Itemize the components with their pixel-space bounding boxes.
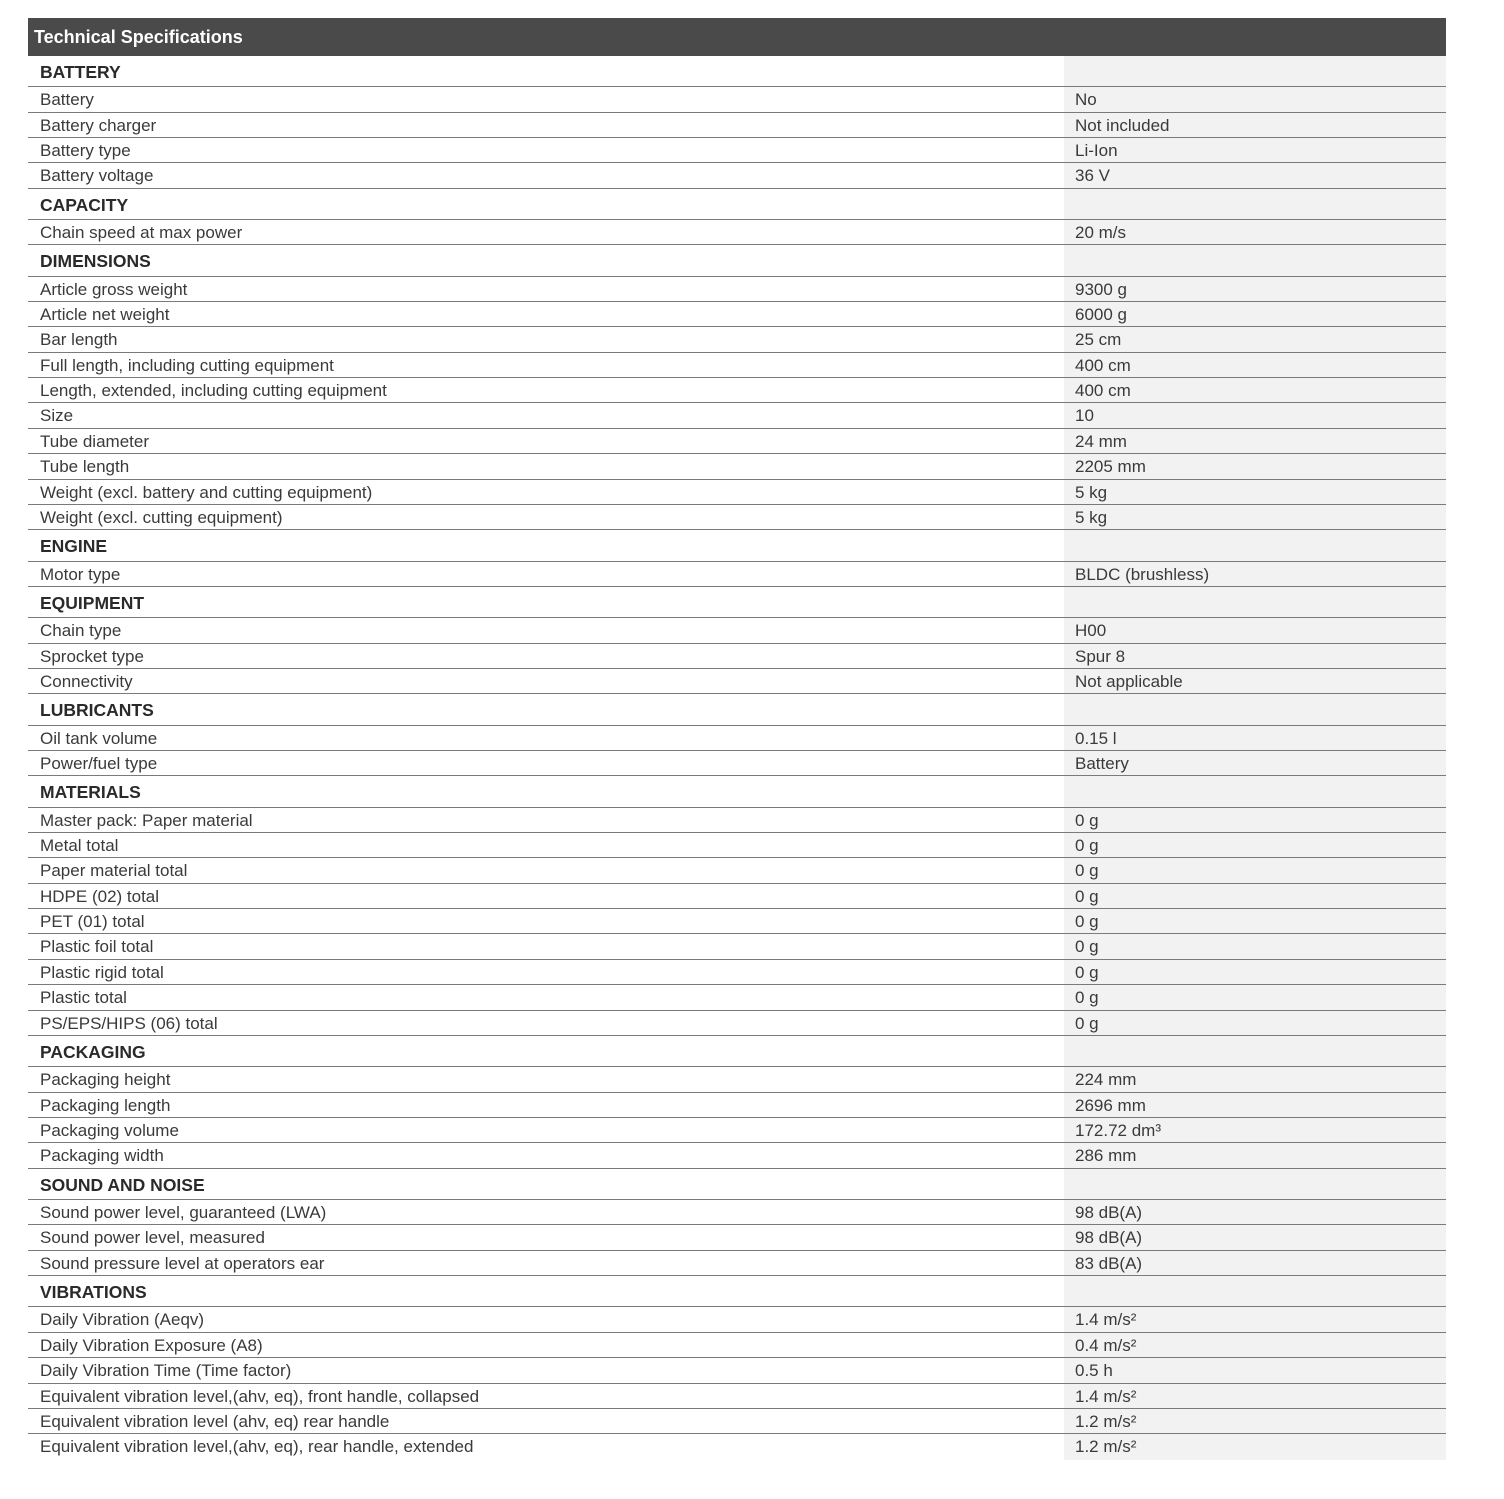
spec-row [28,1384,1446,1409]
spec-value: 172.72 dm³ [1064,1118,1446,1142]
section-header-engine [28,530,1446,561]
section-value-cell [1064,1036,1446,1066]
spec-label: Article gross weight [40,279,188,299]
spec-row [28,163,1446,188]
spec-row [28,220,1446,245]
spec-row [28,858,1446,883]
spec-label: Tube diameter [40,431,149,451]
spec-label: Connectivity [40,671,133,691]
spec-row [28,403,1446,428]
spec-label: Plastic rigid total [40,962,164,982]
section-title: BATTERY [40,62,121,82]
spec-label: Sound power level, measured [40,1228,265,1248]
spec-label: Motor type [40,564,121,584]
spec-label: Equivalent vibration level,(ahv, eq), front handle, collapsed [40,1386,480,1406]
spec-label: Weight (excl. cutting equipment) [40,508,283,528]
spec-row [28,1307,1446,1332]
spec-table [28,56,1446,1460]
spec-row [28,1011,1446,1036]
section-value-cell [1064,587,1446,617]
spec-label: Battery type [40,140,131,160]
spec-label: Tube length [40,457,130,477]
section-header-sound-and-noise [28,1169,1446,1200]
spec-label: Chain speed at max power [40,222,243,242]
spec-value: 0 g [1064,985,1446,1009]
spec-row [28,1333,1446,1358]
spec-label: Battery [40,90,94,110]
spec-value: 0 g [1064,858,1446,882]
spec-value: 1.2 m/s² [1064,1409,1446,1433]
spec-value: 0 g [1064,808,1446,832]
section-header-battery [28,56,1446,87]
spec-value: 83 dB(A) [1064,1251,1446,1275]
spec-label: Packaging volume [40,1121,179,1140]
spec-label: Chain type [40,621,122,641]
section-title: PACKAGING [40,1042,146,1063]
spec-row [28,1251,1446,1276]
spec-row [28,353,1446,378]
spec-value: 0 g [1064,960,1446,984]
spec-value: 0 g [1064,934,1446,958]
spec-label: Battery charger [40,115,157,135]
spec-value: 0 g [1064,1011,1446,1035]
spec-label: PET (01) total [40,912,145,932]
section-header-equipment [28,587,1446,618]
spec-label: Metal total [40,835,119,855]
spec-value: 10 [1064,403,1446,427]
spec-value: Li-Ion [1064,138,1446,162]
spec-value: 400 cm [1064,378,1446,402]
spec-label: Sprocket type [40,646,144,666]
section-value-cell [1064,776,1446,806]
spec-value: BLDC (brushless) [1064,562,1446,586]
spec-label: Oil tank volume [40,728,158,748]
spec-label: Packaging height [40,1070,171,1090]
spec-label: Bar length [40,330,118,350]
spec-label: Plastic foil total [40,937,154,957]
spec-sheet [28,18,1446,1460]
spec-value: 0 g [1064,884,1446,908]
spec-label: Plastic total [40,988,127,1008]
spec-row [28,669,1446,694]
spec-value: 2696 mm [1064,1093,1446,1117]
spec-value: 5 kg [1064,480,1446,504]
spec-value: Battery [1064,751,1446,775]
spec-row [28,1225,1446,1250]
section-title: SOUND AND NOISE [40,1174,205,1195]
spec-value: 1.2 m/s² [1064,1434,1446,1459]
spec-row [28,480,1446,505]
spec-value: 0.4 m/s² [1064,1333,1446,1357]
spec-row [28,1358,1446,1383]
spec-value: 20 m/s [1064,220,1446,244]
spec-row [28,1409,1446,1434]
spec-row [28,138,1446,163]
spec-value: 36 V [1064,163,1446,187]
section-header-vibrations [28,1276,1446,1307]
spec-label: Master pack: Paper material [40,810,253,830]
section-title: DIMENSIONS [40,251,151,272]
section-value-cell [1064,1276,1446,1306]
spec-value: 6000 g [1064,302,1446,326]
spec-label: Sound pressure level at operators ear [40,1253,325,1273]
spec-row [28,1093,1446,1118]
section-value-cell [1064,245,1446,275]
spec-value: 1.4 m/s² [1064,1384,1446,1408]
spec-row [28,1143,1446,1168]
spec-row [28,562,1446,587]
spec-label: Daily Vibration (Aeqv) [40,1310,205,1330]
spec-row [28,985,1446,1010]
spec-value: 286 mm [1064,1143,1446,1167]
spec-label: Packaging width [40,1146,164,1166]
section-title: LUBRICANTS [40,700,154,721]
spec-row [28,726,1446,751]
spec-label: Weight (excl. battery and cutting equipment) [40,482,373,502]
spec-row [28,505,1446,530]
spec-row [28,1118,1446,1143]
section-title: VIBRATIONS [40,1282,147,1303]
spec-row [28,327,1446,352]
section-header-lubricants [28,694,1446,725]
spec-label: Length, extended, including cutting equipment [40,381,387,401]
spec-value: 98 dB(A) [1064,1200,1446,1224]
spec-value: 2205 mm [1064,454,1446,478]
section-value-cell [1064,694,1446,724]
spec-value: 224 mm [1064,1067,1446,1091]
spec-value: 25 cm [1064,327,1446,351]
spec-label: Equivalent vibration level,(ahv, eq), rear handle, extended [40,1437,474,1457]
spec-value: 24 mm [1064,429,1446,453]
section-value-cell [1064,56,1446,86]
section-title: CAPACITY [40,194,129,215]
spec-label: Size [40,406,74,426]
spec-value: H00 [1064,618,1446,642]
section-header-materials [28,776,1446,807]
spec-row [28,618,1446,643]
section-header-dimensions [28,245,1446,276]
spec-value: Not included [1064,113,1446,137]
spec-row [28,884,1446,909]
spec-row [28,909,1446,934]
spec-label: Article net weight [40,304,170,324]
spec-row [28,87,1446,112]
spec-value: 1.4 m/s² [1064,1307,1446,1331]
spec-row [28,429,1446,454]
spec-value: 0 g [1064,833,1446,857]
spec-row [28,1067,1446,1092]
spec-label: Power/fuel type [40,753,158,773]
spec-label: PS/EPS/HIPS (06) total [40,1013,218,1033]
spec-row [28,277,1446,302]
spec-label: Sound power level, guaranteed (LWA) [40,1202,327,1222]
spec-row [28,934,1446,959]
spec-row [28,113,1446,138]
spec-value: Spur 8 [1064,644,1446,668]
section-value-cell [1064,189,1446,219]
spec-label: Paper material total [40,861,188,881]
spec-label: Daily Vibration Exposure (A8) [40,1335,263,1355]
spec-row [28,751,1446,776]
section-header-packaging [28,1036,1446,1067]
spec-label: Battery voltage [40,166,154,186]
spec-value: 0.15 l [1064,726,1446,750]
spec-row [28,644,1446,669]
section-title: EQUIPMENT [40,593,145,613]
spec-row [28,808,1446,833]
spec-label: Equivalent vibration level (ahv, eq) rear handle [40,1411,390,1431]
spec-label: HDPE (02) total [40,886,160,906]
spec-value: 98 dB(A) [1064,1225,1446,1249]
spec-value: 9300 g [1064,277,1446,301]
spec-value: Not applicable [1064,669,1446,693]
section-title: ENGINE [40,536,108,557]
spec-row [28,302,1446,327]
section-header-capacity [28,189,1446,220]
spec-value: 0 g [1064,909,1446,933]
spec-label: Full length, including cutting equipment [40,355,334,375]
spec-row [28,1434,1446,1459]
section-value-cell [1064,530,1446,560]
section-value-cell [1064,1169,1446,1199]
spec-row [28,378,1446,403]
spec-value: 5 kg [1064,505,1446,529]
spec-row [28,960,1446,985]
spec-title: Technical Specifications [28,18,1446,56]
spec-label: Packaging length [40,1095,171,1115]
spec-row [28,1200,1446,1225]
section-title: MATERIALS [40,782,141,803]
spec-label: Daily Vibration Time (Time factor) [40,1361,292,1381]
spec-row [28,833,1446,858]
spec-row [28,454,1446,479]
spec-value: No [1064,87,1446,111]
spec-value: 0.5 h [1064,1358,1446,1382]
spec-value: 400 cm [1064,353,1446,377]
